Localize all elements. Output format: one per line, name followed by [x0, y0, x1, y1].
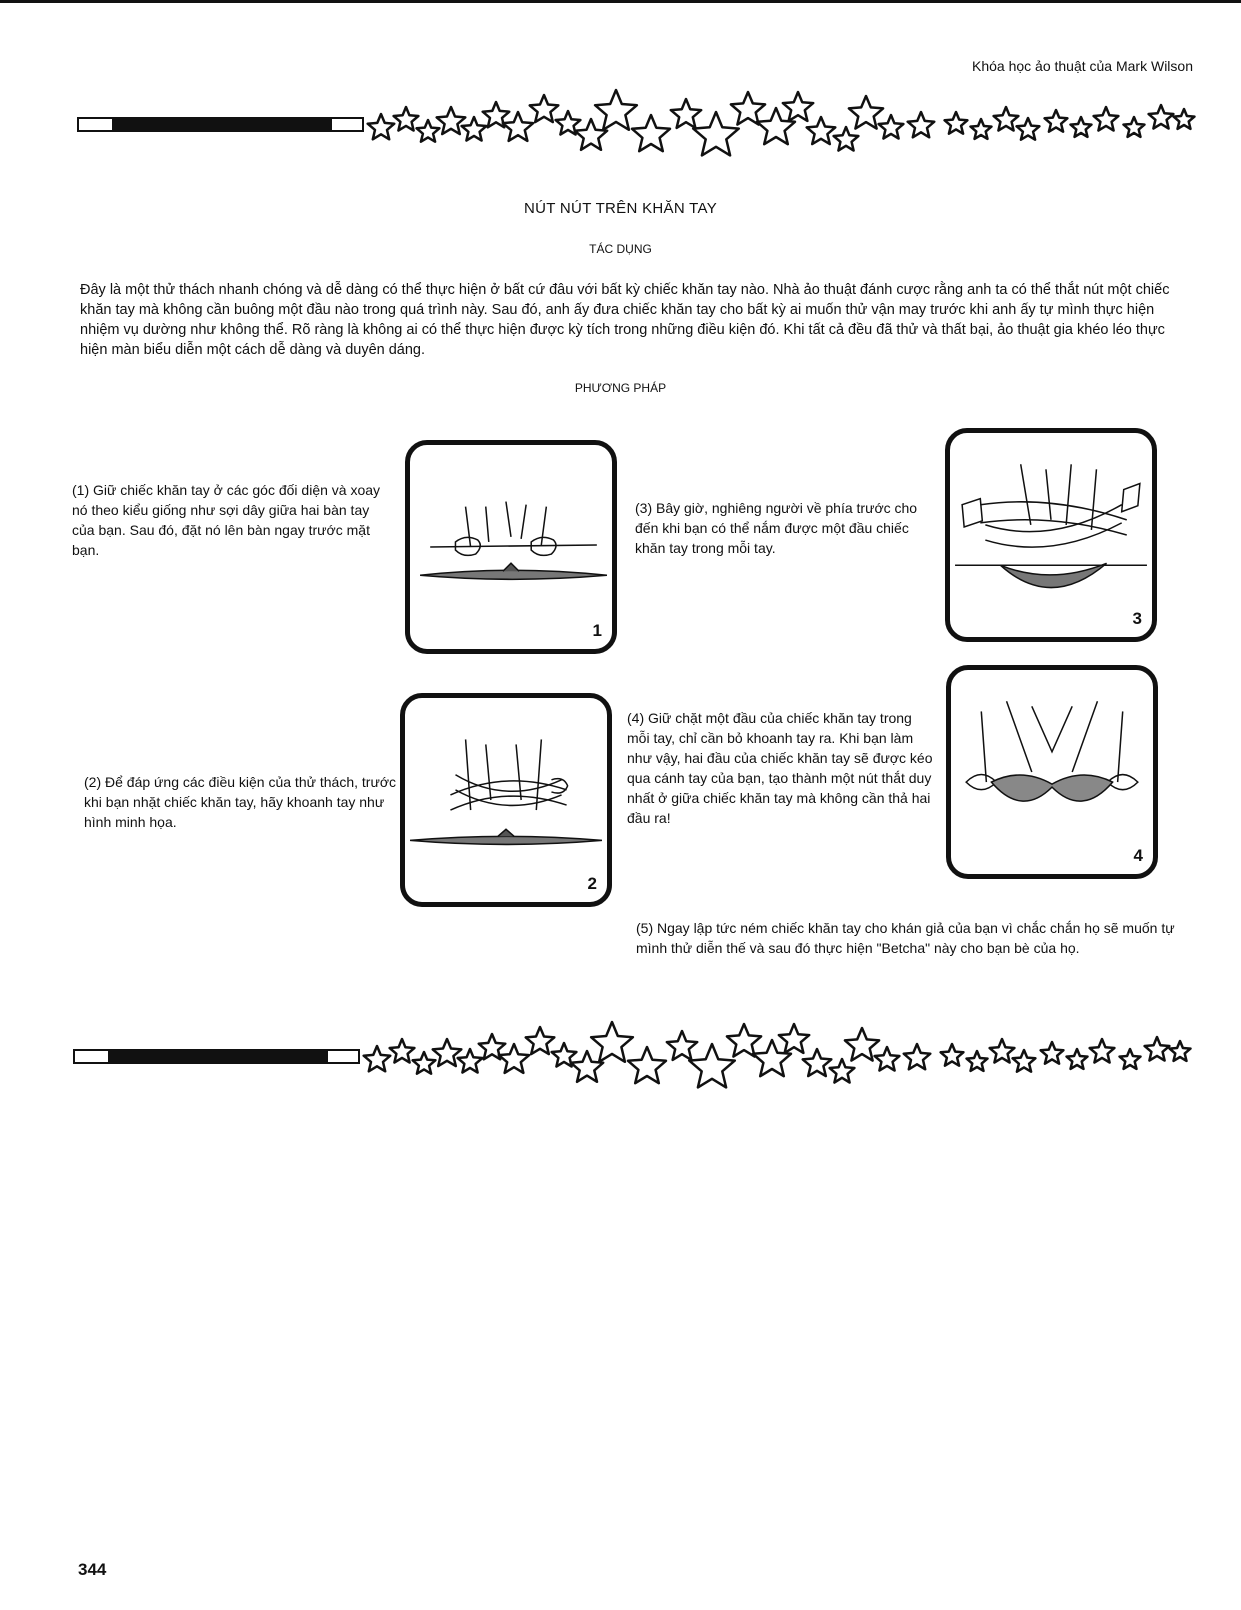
decorative-star-icon — [693, 112, 739, 155]
decorative-star-icon — [1017, 118, 1040, 140]
figure-4-number: 4 — [1133, 846, 1143, 865]
figure-2-illustration — [405, 698, 607, 902]
decorative-star-icon — [990, 1039, 1015, 1063]
decorative-star-icon — [727, 1024, 761, 1057]
decorative-star-icon — [1067, 1049, 1088, 1069]
decorative-star-icon — [779, 1024, 809, 1053]
decorative-star-icon — [628, 1047, 666, 1083]
decorative-star-icon — [1013, 1050, 1036, 1072]
decorative-star-icon — [834, 127, 859, 151]
decorative-star-icon — [575, 119, 607, 150]
decorative-star-icon — [417, 120, 440, 142]
decorative-star-icon — [1149, 105, 1174, 129]
decorative-star-icon — [413, 1052, 436, 1074]
decorative-star-icon — [1145, 1037, 1170, 1061]
figure-3 — [945, 428, 1157, 642]
decorative-star-icon — [1094, 107, 1119, 131]
decorative-star-icon — [967, 1051, 988, 1071]
article-title: NÚT NÚT TRÊN KHĂN TAY — [524, 200, 717, 217]
figure-2-number: 2 — [587, 874, 597, 893]
decorative-star-icon — [807, 117, 836, 144]
decorative-star-icon — [879, 115, 904, 139]
decorative-star-icon — [390, 1039, 415, 1063]
decorative-star-icon — [530, 95, 559, 122]
running-header: Khóa học ảo thuật của Mark Wilson — [971, 58, 1193, 74]
decorative-star-icon — [803, 1049, 832, 1076]
figure-1-illustration — [410, 445, 612, 649]
decorative-star-icon — [971, 119, 992, 139]
step-1-text: (1) Giữ chiếc khăn tay ở các góc đối diện và xoay nó theo kiểu giống như sợi dây giữa hai bàn tay của bạn. Sau đó, đặt nó lên bàn ngay trước mặt bạn. — [72, 482, 381, 558]
decorative-star-icon — [632, 115, 670, 151]
star-banner-top — [76, 80, 1196, 190]
decorative-star-icon — [783, 92, 813, 121]
page-number: 344 — [78, 1560, 107, 1579]
decorative-star-icon — [904, 1044, 931, 1069]
decorative-star-icon — [941, 1044, 964, 1066]
decorative-star-icon — [503, 112, 533, 141]
decorative-star-icon — [526, 1027, 555, 1054]
decorative-star-icon — [875, 1047, 900, 1071]
decorative-star-icon — [394, 107, 419, 131]
decorative-star-icon — [364, 1046, 391, 1071]
section-heading-method: PHƯƠNG PHÁP — [574, 381, 667, 395]
decorative-star-icon — [689, 1044, 735, 1087]
section-heading-effect: TÁC DỤNG — [589, 242, 652, 256]
decorative-star-icon — [908, 112, 935, 137]
decorative-star-icon — [1124, 117, 1145, 137]
decorative-star-icon — [1071, 117, 1092, 137]
decorative-star-icon — [595, 90, 637, 130]
decorative-star-icon — [1045, 110, 1068, 132]
decorative-star-icon — [458, 1049, 483, 1073]
figure-1-number: 1 — [592, 621, 602, 640]
star-banner-bottom — [72, 1012, 1192, 1122]
step-5-text: (5) Ngay lập tức ném chiếc khăn tay cho khán giả của bạn vì chắc chắn họ sẽ muốn tự mình thử diễn thế và sau đó thực hiện "Betcha" này cho bạn bè của họ. — [636, 920, 1175, 956]
decorative-star-icon — [368, 114, 395, 139]
decorative-star-icon — [1090, 1039, 1115, 1063]
step-3-text: (3) Bây giờ, nghiêng người về phía trước cho đến khi bạn có thể nắm được một đầu chiếc khăn tay trong mỗi tay. — [635, 500, 918, 556]
decorative-star-icon — [994, 107, 1019, 131]
figure-4-illustration — [951, 670, 1153, 874]
star-banner-top-art — [76, 80, 1196, 190]
decorative-star-icon — [433, 1039, 462, 1066]
star-banner-bottom-art — [72, 1012, 1192, 1122]
decorative-star-icon — [437, 107, 466, 134]
decorative-star-icon — [462, 117, 487, 141]
decorative-star-icon — [667, 1031, 697, 1060]
step-2-text: (2) Để đáp ứng các điều kiện của thử thách, trước khi bạn nhặt chiếc khăn tay, hãy khoanh tay như hình minh họa. — [84, 774, 397, 830]
figure-2 — [400, 693, 612, 907]
figure-3-illustration — [950, 433, 1152, 637]
figure-4 — [946, 665, 1158, 879]
decorative-star-icon — [1120, 1049, 1141, 1069]
top-border-rule — [0, 0, 1241, 3]
figure-3-number: 3 — [1132, 609, 1142, 628]
decorative-star-icon — [731, 92, 765, 125]
decorative-star-icon — [1170, 1041, 1191, 1061]
decorative-star-icon — [591, 1022, 633, 1062]
step-4-text: (4) Giữ chặt một đầu của chiếc khăn tay trong mỗi tay, chỉ cần bỏ khoanh tay ra. Khi bạn làm như vậy, hai đầu của chiếc khăn tay sẽ được kéo qua cánh tay của bạn, tạo thành một nút thắt duy nhất ở giữa chiếc khăn tay mà không cần thả hai đầu ra! — [627, 710, 933, 826]
intro-paragraph: Đây là một thử thách nhanh chóng và dễ dàng có thể thực hiện ở bất cứ đâu với bất kỳ chiếc khăn tay nào. Nhà ảo thuật đánh cược rằng anh ta có thể thắt nút một chiếc khăn tay mà không cần buông một đầu nào trong quá trình này. Sau đó, anh ấy đưa chiếc khăn tay cho bất kỳ ai muốn thử vận may trước khi anh ấy tự mình thực hiện nhiệm vụ dường như không thể. Rõ ràng là không ai có thể thực hiện được kỳ tích trong những điều kiện đó. Khi tất cả đều đã thử và thất bại, ảo thuật gia khéo léo thực hiện màn biểu diễn một cách dễ dàng và duyên dáng. — [80, 282, 1170, 358]
decorative-star-icon — [671, 99, 701, 128]
decorative-star-icon — [1041, 1042, 1064, 1064]
figure-1 — [405, 440, 617, 654]
decorative-star-icon — [571, 1051, 603, 1082]
decorative-star-icon — [1174, 109, 1195, 129]
decorative-star-icon — [945, 112, 968, 134]
decorative-star-icon — [830, 1059, 855, 1083]
decorative-star-icon — [499, 1044, 529, 1073]
